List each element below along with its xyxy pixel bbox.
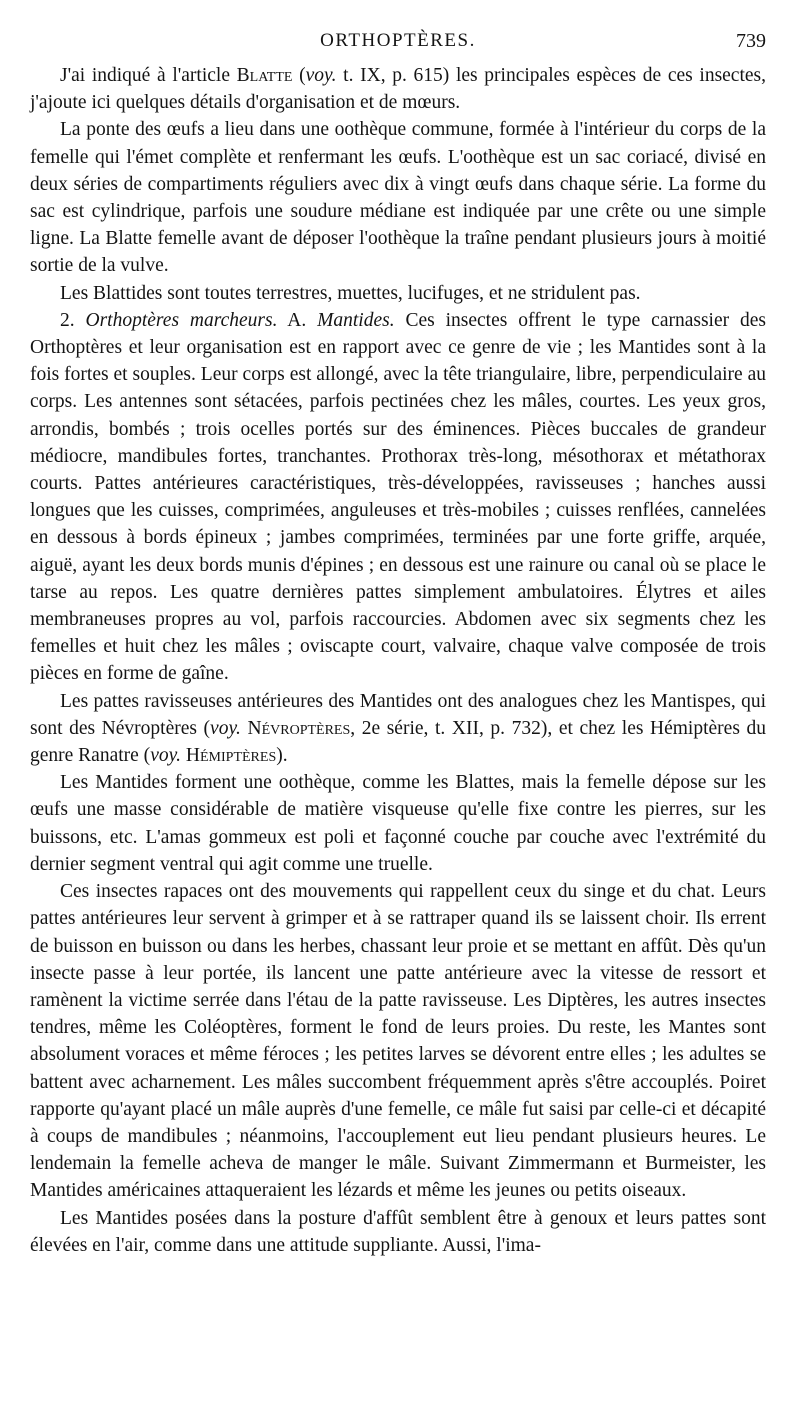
paragraph <box>30 769 766 878</box>
running-head: ORTHOPTÈRES. <box>320 30 476 51</box>
text-run: t. IX, p. 615) les principales espèces de ces insectes, j'ajoute ici quelques détails d'organisation et de mœurs. <box>30 65 767 114</box>
text-run: Les Blattides sont toutes terrestres, muettes, lucifuges, et ne stridulent pas. <box>60 282 641 304</box>
text-run: Les Mantides posées dans la posture d'affût semblent être à genoux et leurs pattes sont élevées en l'air, comme dans une attitude suppliante. Aussi, l'ima- <box>30 1207 766 1256</box>
text-run: Ces insectes offrent le type carnassier des Orthoptères et leur organisation est en rapport avec ce genre de vie ; les Mantides sont à la fois fortes et souples. Leur corps est allongé, avec la tête triangulaire, libre, perpendiculaire au corps. Les antennes sont sétacées, parfois pectinées chez les mâles, courtes. Les yeux gros, arrondis, bombés ; trois ocelles portés sur des éminences. Pièces buccales de grandeur médiocre, mandibules fortes, tranchantes. Prothorax très-long, mésothorax et métathorax courts. Pattes antérieures caractéristiques, très-développées, ravisseuses ; hanches aussi longues que les cuisses, comprimées, anguleuses et très-mobiles ; cuisses renflées, cannelées en dessous à bords épineux ; jambes comprimées, terminées par une forte griffe, arquée, aiguë, ayant les deux bords munis d'épines ; en dessous est une rainure ou canal où se place le tarse au repos. Les quatre dernières pattes simplement ambulatoires. Élytres et ailes membraneuses propres au vol, parfois raccourcies. Abdomen avec six segments chez les femelles et huit chez les mâles ; oviscapte court, valvaire, chaque valve composée de trois pièces en forme de gaîne. <box>30 309 766 685</box>
body-text <box>30 62 766 1259</box>
page-number: 739 <box>736 30 766 52</box>
text-run: J'ai indiqué à l'article <box>60 65 237 86</box>
italic-text: voy. <box>210 717 241 739</box>
text-run: Les pattes ravisseuses antérieures des Mantides ont des analogues chez les Mantispes, qui sont des Névroptères ( <box>30 690 766 739</box>
small-caps-text: Hémiptères <box>185 745 277 767</box>
small-caps-text: Blatte <box>236 65 293 86</box>
italic-text: voy. <box>150 745 182 767</box>
paragraph <box>30 1205 766 1259</box>
italic-text: voy. <box>305 65 337 86</box>
text-run: , 2e série, t. XII, p. 732), et chez les Hémiptères du genre Ranatre ( <box>30 717 766 767</box>
text-run: Ces insectes rapaces ont des mouvements qui rappellent ceux du singe et du chat. Leurs pattes antérieures leur servent à grimper et à se rattraper quand ils se laissent choir. Ils errent de buisson en buisson ou dans les herbes, chassant leur proie et se mettant en affût. Dès qu'un insecte passe à leur portée, ils lancent une patte antérieure avec la vitesse de ressort et ramènent la victime serrée dans l'étau de la patte ravisseuse. Les Diptères, les autres insectes tendres, même les Coléoptères, forment le fond de leurs proies. Du reste, les Mantes sont absolument voraces et même féroces ; les petites larves se dévorent entre elles ; les adultes se battent avec acharnement. Les mâles succombent fréquemment après s'être accouplés. Poiret rapporte qu'ayant placé un mâle auprès d'une femelle, ce mâle fut saisi par celle-ci et décapité à coups de mandibules ; néanmoins, l'accouplement eut lieu pendant plusieurs heures. Le lendemain la femelle acheva de manger le mâle. Suivant Zimmermann et Burmeister, les Mantides américaines attaqueraient les lézards et même les jeunes ou petits oiseaux. <box>30 881 766 1202</box>
text-run: 2. <box>60 309 86 331</box>
page-header <box>30 28 766 58</box>
paragraph <box>30 116 766 279</box>
text-run: A. <box>277 309 318 331</box>
text-run: La ponte des œufs a lieu dans une oothèque commune, formée à l'intérieur du corps de la femelle qui l'émet complète et renfermant les œufs. L'oothèque est un sac coriacé, divisé en deux séries de compartiments réguliers avec dix à vingt œufs dans chaque série. La forme du sac est cylindrique, parfois une soudure médiane est indiquée par une crête ou une simple ligne. La Blatte femelle avant de déposer l'oothèque la traîne pendant plusieurs jours à moitié sortie de la vulve. <box>30 119 766 277</box>
text-run: ( <box>292 65 306 86</box>
italic-text: Mantides. <box>317 309 395 331</box>
paragraph <box>30 280 766 307</box>
text-run <box>241 718 248 739</box>
paragraph <box>30 878 766 1204</box>
small-caps-text: Névroptères <box>247 717 351 739</box>
text-run: Les Mantides forment une oothèque, comme les Blattes, mais la femelle dépose sur les œufs une masse considérable de matière visqueuse qu'elle fixe contre les pierres, sur les buissons, etc. L'amas gommeux est poli et façonné couche par couche avec l'extrémité du dernier segment ventral qui agit comme une truelle. <box>30 772 766 875</box>
paragraph <box>30 688 766 770</box>
paragraph <box>30 307 766 688</box>
paragraph <box>30 62 766 116</box>
text-run: ). <box>276 745 288 767</box>
italic-text: Orthoptères marcheurs. <box>85 309 278 331</box>
